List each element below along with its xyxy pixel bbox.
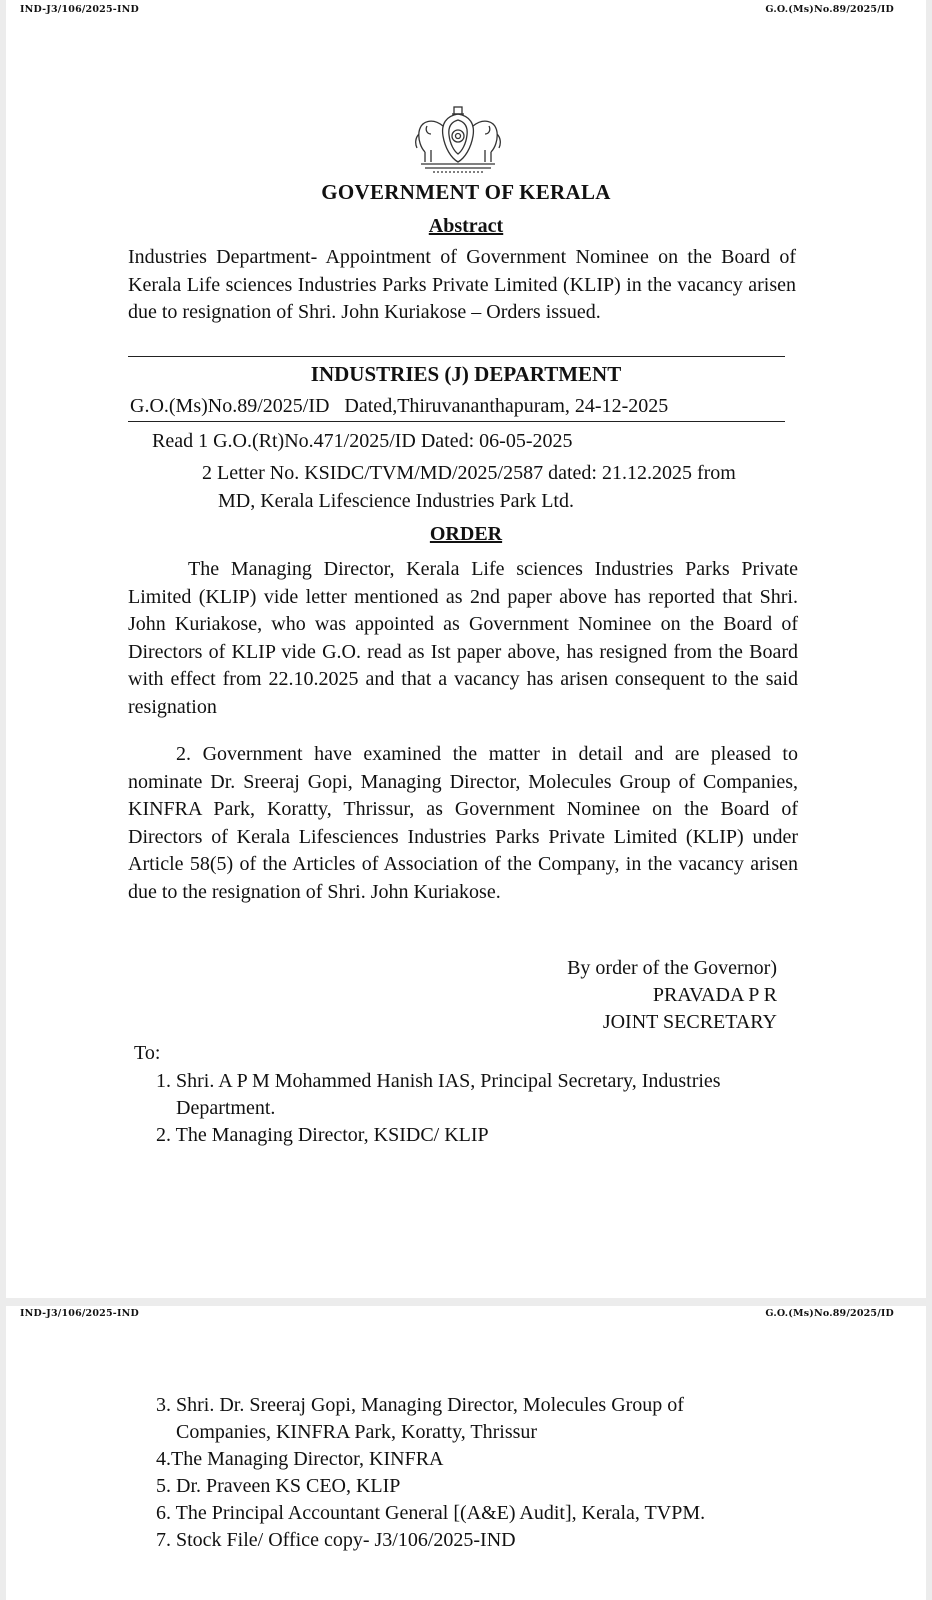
document-page-2 <box>6 1306 926 1600</box>
go-number-header: G.O.(Ms)No.89/2025/ID <box>765 1308 894 1319</box>
document-page-1 <box>6 0 926 1298</box>
signature-authority: By order of the Governor) <box>567 957 777 979</box>
department-heading: INDUSTRIES (J) DEPARTMENT <box>310 362 622 386</box>
list-item: 1. Shri. A P M Mohammed Hanish IAS, Principal Secretary, Industries <box>156 1070 721 1092</box>
order-paragraph-2: 2. Government have examined the matter in detail and are pleased to nominate Dr. Sreeraj Gopi, Managing Director, Molecules Group of Companies, KINFRA Park, Koratty, Thrissur, as Government Nominee on the Board of Directors of Kerala Lifesciences Industries Parks Private Limited (KLIP) under Article 58(5) of the Articles of Association of the Company, in the vacancy arisen due to the resignation of Shri. John Kuriakose. <box>128 743 798 903</box>
recipient-list <box>156 1392 705 1554</box>
kerala-emblem-icon <box>413 104 503 180</box>
list-item: 6. The Principal Accountant General [(A&E) Audit], Kerala, TVPM. <box>156 1502 706 1524</box>
list-item: 2. The Managing Director, KSIDC/ KLIP <box>156 1124 489 1146</box>
signatory-designation: JOINT SECRETARY <box>602 1011 777 1033</box>
to-label: To: <box>134 1042 161 1064</box>
go-number-line: G.O.(Ms)No.89/2025/ID Dated,Thiruvananthapuram, 24-12-2025 <box>130 395 669 417</box>
list-item: 3. Shri. Dr. Sreeraj Gopi, Managing Director, Molecules Group of <box>156 1394 684 1416</box>
order-heading: ORDER <box>429 523 503 545</box>
signature-block <box>567 955 777 1036</box>
separator-line <box>128 356 785 357</box>
list-item-continuation: Companies, KINFRA Park, Koratty, Thrissur <box>176 1421 538 1443</box>
separator-line <box>128 421 785 422</box>
abstract-heading: Abstract <box>428 215 504 237</box>
list-item: 5. Dr. Praveen KS CEO, KLIP <box>156 1475 401 1497</box>
file-number-header: IND-J3/106/2025-IND <box>20 4 139 15</box>
order-paragraph-1: The Managing Director, Kerala Life sciences Industries Parks Private Limited (KLIP) vide letter mentioned as 2nd paper above has reported that Shri. John Kuriakose, who was appointed as Government Nominee on the Board of Directors of KLIP vide G.O. read as Ist paper above, has resigned from the Board with effect from 22.10.2025 and that a vacancy has arisen consequent to the said resignation <box>128 558 798 718</box>
signatory-name: PRAVADA P R <box>652 984 777 1006</box>
recipient-list <box>156 1068 721 1149</box>
go-number-header: G.O.(Ms)No.89/2025/ID <box>765 4 894 15</box>
reference-2-line1: 2 Letter No. KSIDC/TVM/MD/2025/2587 dated: 21.12.2025 from <box>202 462 736 484</box>
abstract-text: Industries Department- Appointment of Government Nominee on the Board of Kerala Life sciences Industries Parks Private Limited (KLIP) in the vacancy arisen due to resignation of Shri. John Kuriakose – Orders issued. <box>128 246 796 323</box>
list-item: 7. Stock File/ Office copy- J3/106/2025-IND <box>156 1529 516 1551</box>
reference-1: Read 1 G.O.(Rt)No.471/2025/ID Dated: 06-05-2025 <box>152 430 573 452</box>
list-item: 4.The Managing Director, KINFRA <box>156 1448 444 1470</box>
list-item-continuation: Department. <box>176 1097 276 1119</box>
file-number-header: IND-J3/106/2025-IND <box>20 1308 139 1319</box>
government-title: GOVERNMENT OF KERALA <box>321 180 611 204</box>
reference-2-line2: MD, Kerala Lifescience Industries Park Ltd. <box>218 490 574 512</box>
